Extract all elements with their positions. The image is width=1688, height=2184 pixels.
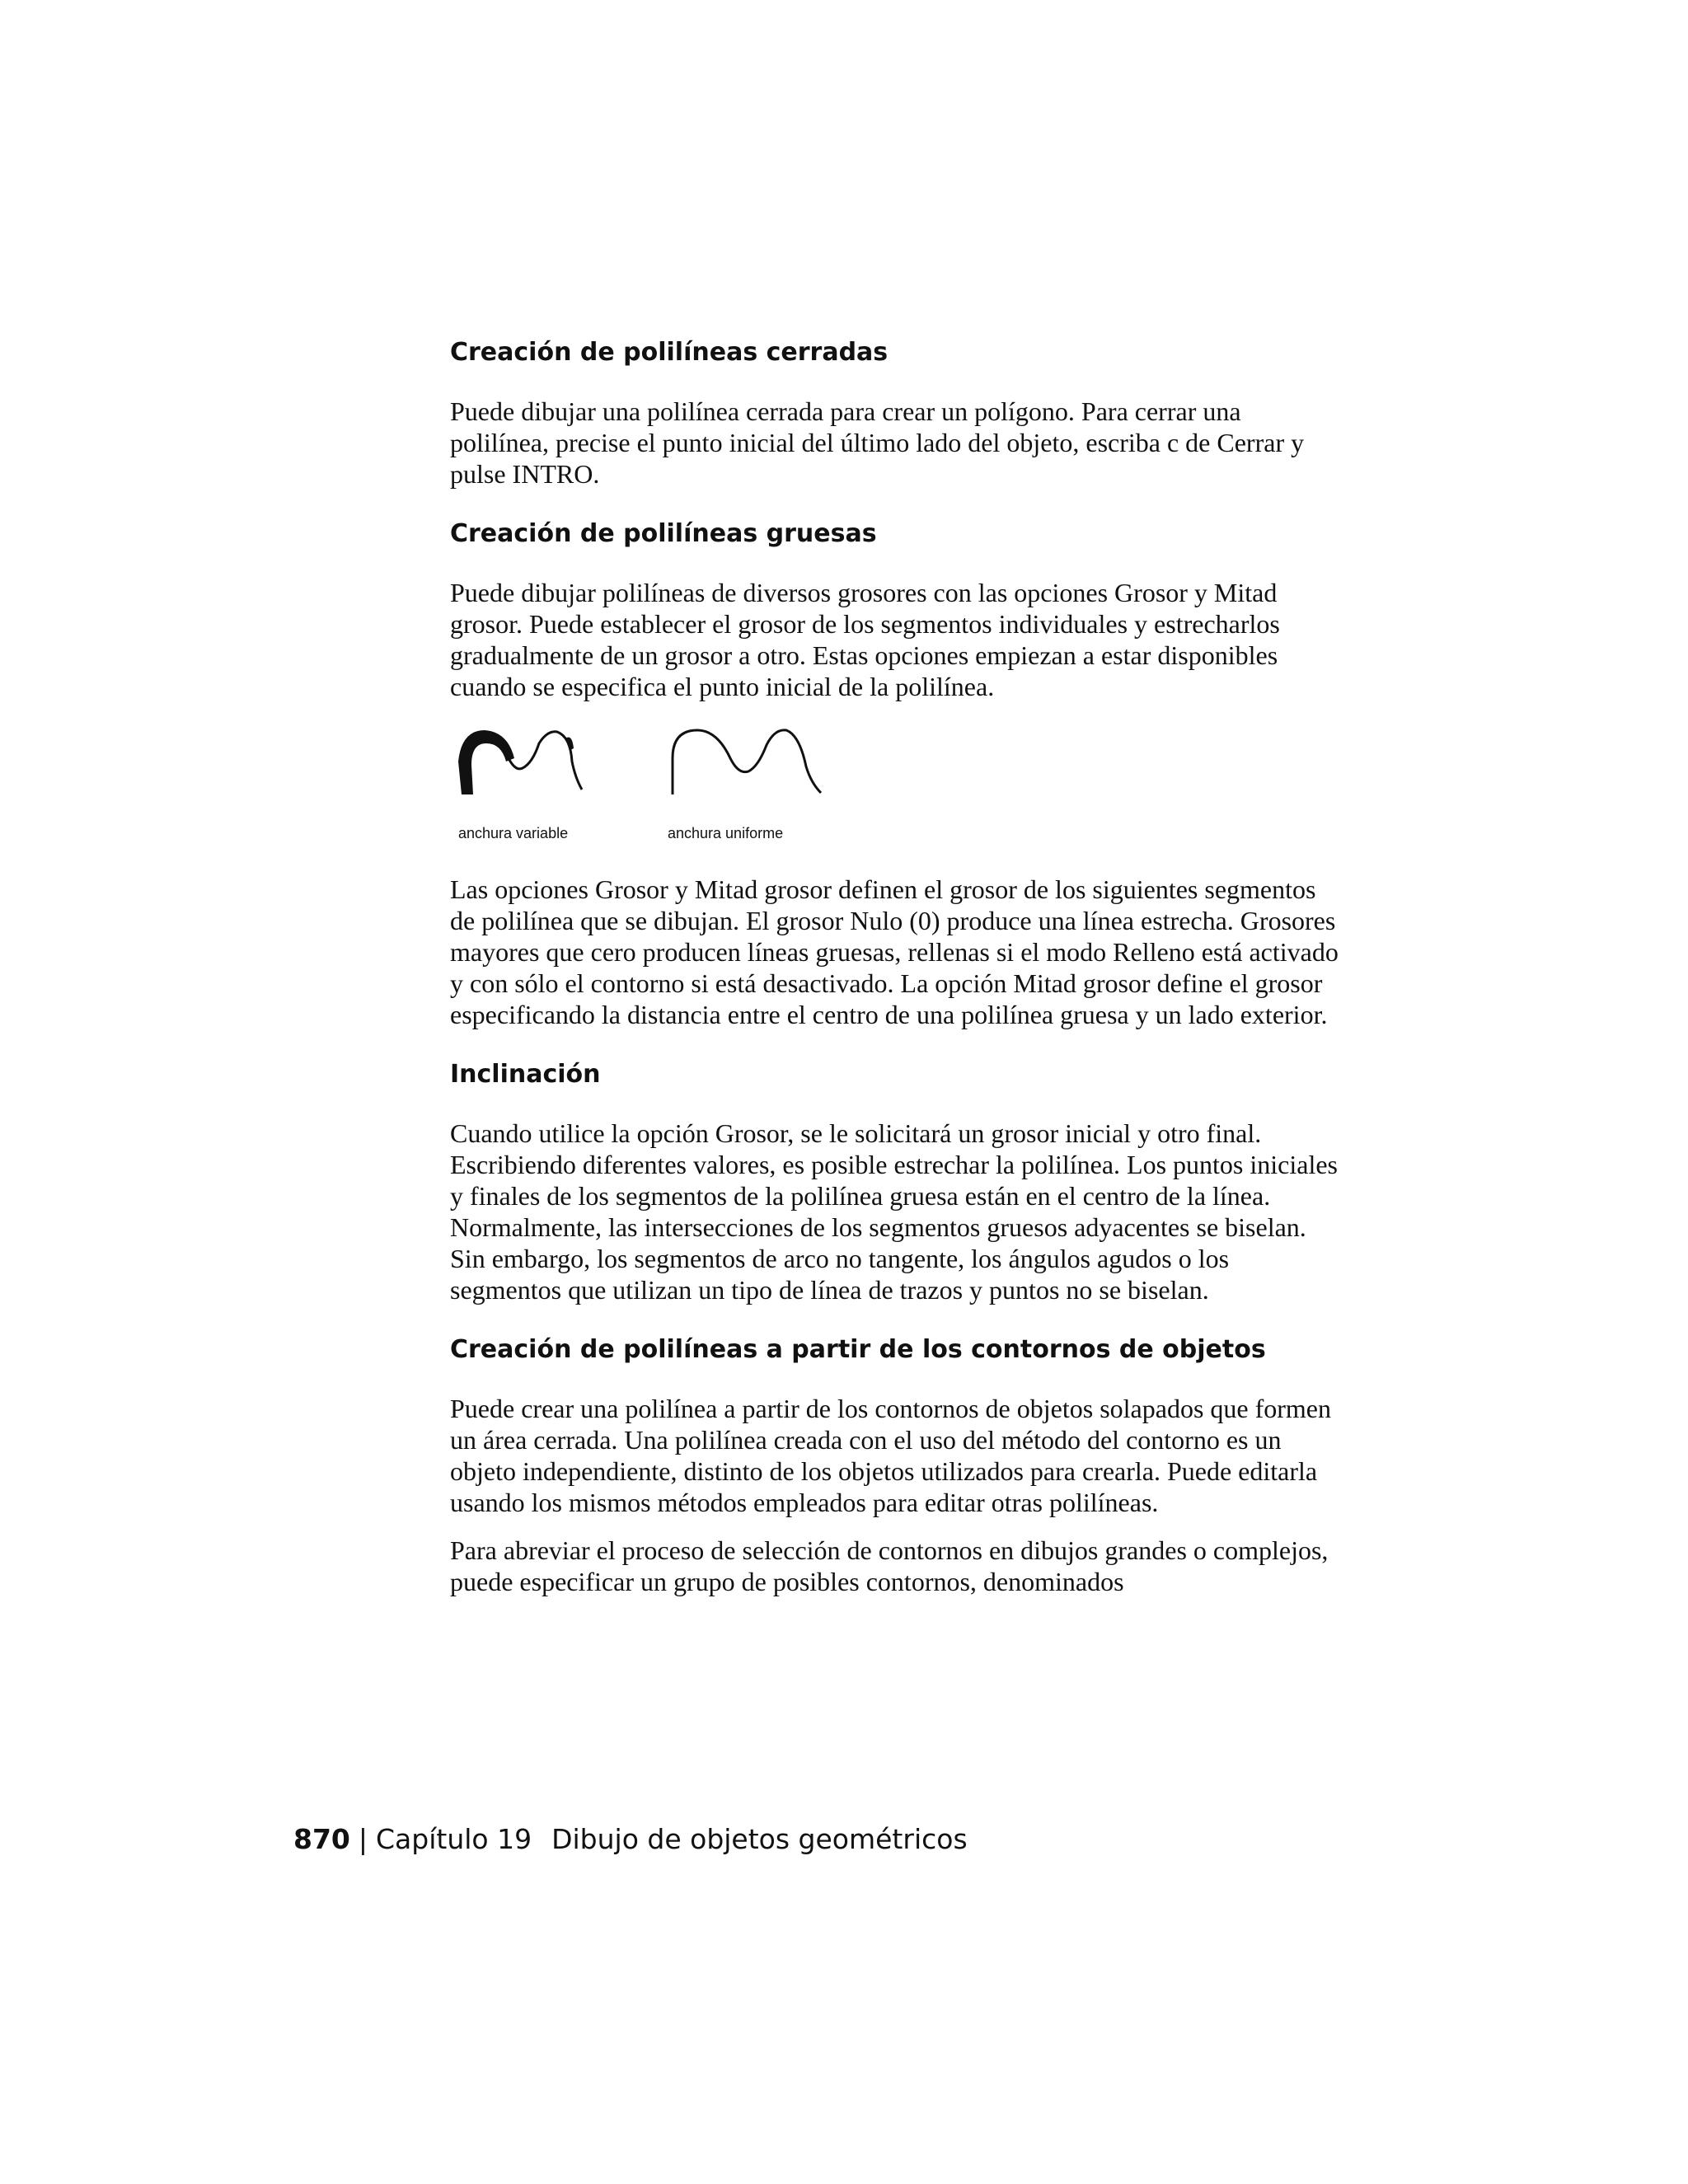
page-content (450, 336, 1340, 1597)
page-number: 870 (293, 1823, 350, 1855)
uniform-width-wave (673, 730, 821, 794)
section-heading-tapering: Inclinación (450, 1060, 601, 1089)
paragraph-wide-polylines-intro: Puede dibujar polilíneas de diversos grosores con las opciones Grosor y Mitad grosor. Puede establecer el grosor de los segmentos individuales y estrecharlos gradualmente de un grosor a otro. Estas opciones empiezan a estar disponibles cuando se especifica el punto inicial de la polilínea. (450, 578, 1280, 701)
footer-separator: | (358, 1823, 368, 1855)
section-heading-boundary-polylines: Creación de polilíneas a partir de los contornos de objetos (450, 1335, 1266, 1364)
chapter-title: Dibujo de objetos geométricos (551, 1823, 968, 1855)
polyline-width-figure (450, 725, 1340, 849)
paragraph-tapering: Cuando utilice la opción Grosor, se le solicitará un grosor inicial y otro final. Escribiendo diferentes valores, es posible estrechar la polilínea. Los puntos iniciales y finales de los segmentos de la polilínea gruesa están en el centro de la línea. Normalmente, las intersecciones de los segmentos gruesos adyacentes se biselan. Sin embargo, los segmentos de arco no tangente, los ángulos agudos o los segmentos que utilizan un tipo de línea de trazos y puntos no se biselan. (450, 1118, 1338, 1305)
paragraph-width-options: Las opciones Grosor y Mitad grosor definen el grosor de los siguientes segmentos de polilínea que se dibujan. El grosor Nulo (0) produce una línea estrecha. Grosores mayores que cero producen líneas gruesas, rellenas si el modo Relleno está activado y con sólo el contorno si está desactivado. La opción Mitad grosor define el grosor especificando la distancia entre el centro de una polilínea gruesa y un lado exterior. (450, 874, 1339, 1029)
page-footer (293, 1821, 968, 1858)
paragraph-boundary-polylines: Puede crear una polilínea a partir de los contornos de objetos solapados que formen un área cerrada. Una polilínea creada con el uso del método del contorno es un objeto independiente, distinto de los objetos utilizados para crearla. Puede editarla usando los mismos métodos empleados para editar otras polilíneas. (450, 1394, 1331, 1517)
paragraph-closed-polylines: Puede dibujar una polilínea cerrada para crear un polígono. Para cerrar una polilínea, precise el punto inicial del último lado del objeto, escriba c de Cerrar y pulse INTRO. (450, 396, 1305, 489)
chapter-label: Capítulo 19 (376, 1823, 532, 1855)
paragraph-boundary-sets: Para abreviar el proceso de selección de contornos en dibujos grandes o complejos, puede especificar un grupo de posibles contornos, denominados (450, 1535, 1329, 1596)
caption-variable-width: anchura variable (458, 825, 569, 841)
variable-width-thick-arc (458, 730, 514, 794)
section-heading-wide-polylines: Creación de polilíneas gruesas (450, 519, 877, 548)
polyline-width-illustration (450, 725, 895, 824)
caption-uniform-width: anchura uniforme (668, 825, 784, 841)
section-heading-closed-polylines: Creación de polilíneas cerradas (450, 338, 889, 367)
